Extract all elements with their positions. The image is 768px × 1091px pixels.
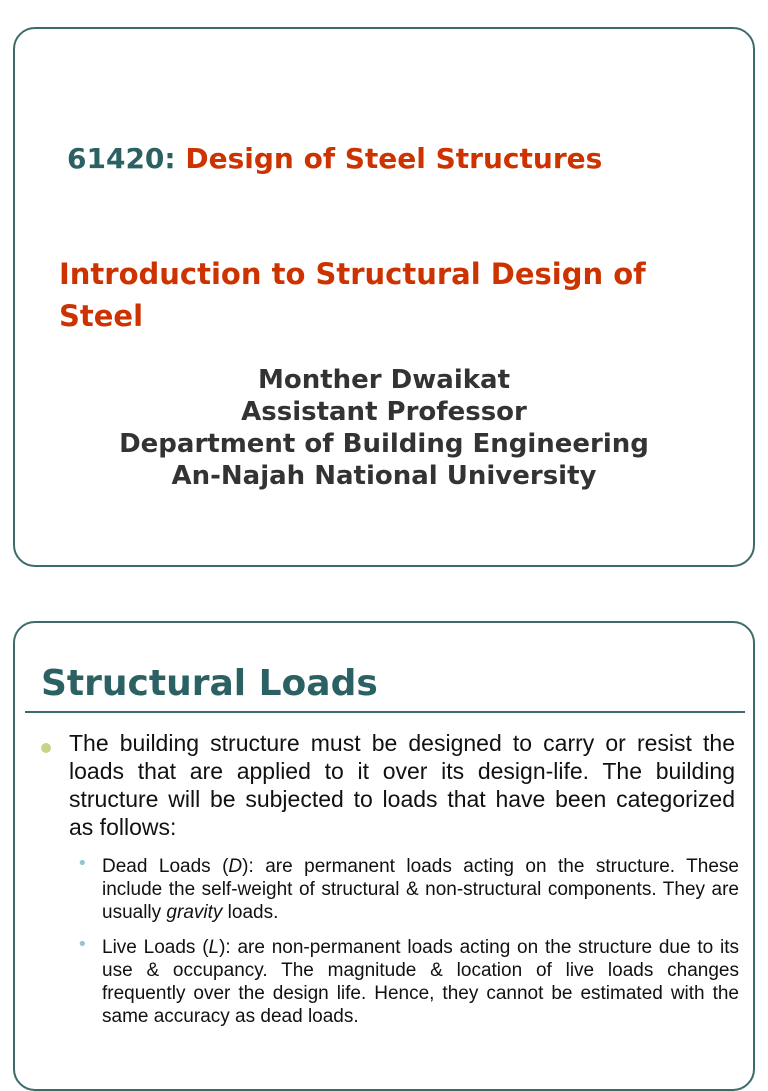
- author-department: Department of Building Engineering: [119, 429, 649, 459]
- title-divider: [25, 711, 745, 713]
- text-run: Live Loads (: [102, 937, 209, 958]
- author-block: [15, 364, 753, 492]
- sub-bullet-list: [75, 855, 739, 1040]
- course-code: 61420:: [67, 142, 176, 175]
- list-item: [75, 936, 739, 1028]
- bullet-dot-icon: •: [77, 934, 88, 955]
- bullet-text: [102, 855, 739, 924]
- text-run: ): are non-permanent loads acting on the structure due to its use & occupancy. The magnitude & location of live loads changes frequently over the design life. Hence, they cannot be estimated with the same accuracy as dead loads.: [102, 937, 739, 1027]
- bullet-dot-icon: [41, 743, 51, 753]
- list-item: [35, 729, 735, 841]
- bullet-text: The building structure must be designed to carry or resist the loads that are applied to it over its design-life. The building structure will be subjected to loads that have been categorized as follows:: [69, 730, 735, 840]
- course-heading: [67, 142, 602, 175]
- load-symbol: D: [228, 856, 243, 877]
- author-position: Assistant Professor: [241, 397, 527, 427]
- author-university: An-Najah National University: [171, 461, 597, 491]
- emphasis-text: gravity: [166, 902, 223, 923]
- course-name: Design of Steel Structures: [185, 142, 603, 175]
- title-slide: [13, 27, 755, 567]
- text-run: Dead Loads (: [102, 856, 229, 877]
- author-name: Monther Dwaikat: [257, 365, 510, 395]
- content-slide: [13, 621, 755, 1091]
- load-symbol: L: [208, 937, 220, 958]
- list-item: [75, 855, 739, 924]
- slide-title: Structural Loads: [41, 663, 378, 704]
- bullet-text: [102, 936, 739, 1028]
- slide-subtitle: Introduction to Structural Design of Steel: [59, 257, 646, 333]
- bullet-dot-icon: •: [77, 853, 88, 874]
- text-run: ): are permanent loads acting on the structure. These include the self-weight of structural & non-structural components. They are usually: [102, 856, 739, 923]
- text-run: loads.: [222, 902, 279, 923]
